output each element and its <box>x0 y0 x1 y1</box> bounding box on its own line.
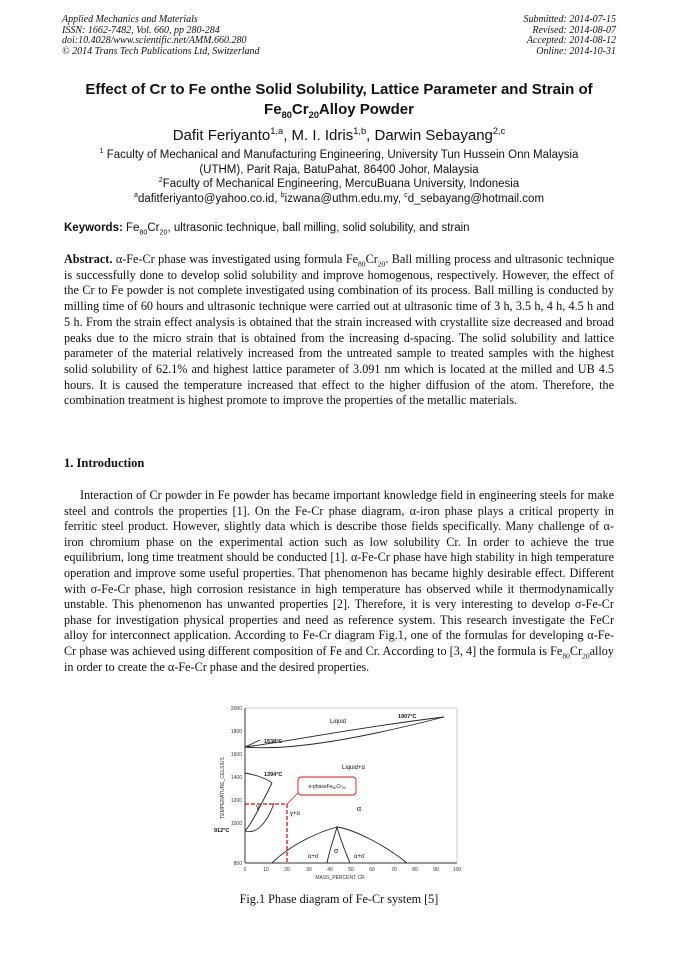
email-b[interactable]: izwana@uthm.edu.my, <box>284 192 405 205</box>
label-1394c: 1394°C <box>264 772 283 778</box>
keywords <box>64 221 614 235</box>
introduction-paragraph <box>64 488 614 675</box>
abstract-text-3: . Ball milling process and ultrasonic technique is successfully done to develop solid solubility and improve homogenous, respectively. However, the effect of the Cr to Fe powder is not complete investigated using combination of its process. Ball milling is conducted by milling time of 60 hours and ultrasonic technique were carried out at ultrasonic time of 3 h, 3.5 h, 4 h, 4.5 h and 5 h. From the strain effect analysis is obtained that the strain increased with crystallite size decreased and broad peaks due to the micro strain that is obtained from the increasing d-spacing. The solid solubility and lattice parameter of the material relatively increased from the untreated sample to treated samples with the highest solid solubility of 62.1% and highest lattice parameter of 3.091 nm which is located at the milled and UB 4.5 hours. It is caused the temperature increased that effect to the higher diffusion of the atom. Therefore, the combination treatment is highest promote to improve the properties of the metallic materials. <box>64 252 615 408</box>
keyword-fe: Fe <box>126 222 140 234</box>
sigma-phase-region <box>327 827 350 863</box>
date-online: Online: 2014-10-31 <box>536 45 616 57</box>
label-liquid: Liquid <box>330 719 347 725</box>
intro-text-2: Cr <box>569 643 583 658</box>
callout-sub-1: 80 <box>332 786 337 790</box>
journal-doi[interactable]: doi:10.4028/www.scientific.net/AMM.660.280 <box>62 35 247 47</box>
affiliation-1-sup: 1 <box>99 147 104 156</box>
x-tick-label: 0 <box>243 867 247 873</box>
author-sup: 1,b <box>353 126 367 136</box>
intro-text-1: Interaction of Cr powder in Fe powder has became important knowledge field in engineering steels for make steel and controls the properties [1]. On the Fe-Cr phase diagram, α-iron phase plays a critical property in ferritic steel product. However, slightly data which is describe those fields specifically. Many challenge of α-iron chromium phase on the experimental action such as low solubility Cr. In order to achieve the true equilibrium, long time treatment should be conducted [1]. α-Fe-Cr phase have high stability in high temperature operation and improve some useful properties. That phenomenon has became highly desirable effect. Different with σ-Fe-Cr phase, high corrosion resistance in high temperature has observed while it thermodynamically unstable. This phenomenon has unwanted properties [2]. Therefore, it is very interesting to develop σ-Fe-Cr phase for investigation physical properties and need as reference system. This research investigate the FeCr alloy for interconnect application. According to Fe-Cr diagram Fig.1, one of the formulas for developing α-Fe-Cr phase was achieved using different composition of Fe and Cr. According to [3, 4] the formula is Fe <box>64 488 614 658</box>
email-b-sup: b <box>280 190 285 199</box>
author-sup: 2,c <box>492 126 506 136</box>
author-sup: 1,a <box>270 126 284 136</box>
intro-sub-1: 80 <box>562 651 570 661</box>
title-line-1: Effect of Cr to Fe onthe Solid Solubility, Lattice Parameter and Strain of <box>85 81 593 98</box>
label-gamma: γ <box>256 804 260 811</box>
label-liquid-alpha: Liquid+α <box>342 765 365 771</box>
author-list: Dafit Feriyanto$^{1,a}$, M. I. Idris$^{1,b}$, Darwin Sebayang$^{2,c}$ <box>172 126 506 144</box>
intro-sub-2: 20 <box>582 651 590 661</box>
author-name: Darwin Sebayang <box>374 127 493 144</box>
author-name: Dafit Feriyanto <box>172 127 271 144</box>
author-emails <box>40 192 638 207</box>
title-fe-sub: 80 <box>281 110 292 120</box>
x-tick-label: 40 <box>327 867 333 873</box>
email-c-sup: c <box>404 190 408 199</box>
affiliations <box>40 148 638 206</box>
figure-caption: Fig.1 Phase diagram of Fe-Cr system [5] <box>239 892 439 906</box>
journal-header <box>62 15 260 57</box>
fe-cr-phase-diagram <box>212 703 468 883</box>
y-tick-label: 1000 <box>230 821 242 827</box>
x-tick-label: 100 <box>452 867 462 873</box>
keywords-rest: , ultrasonic technique, ball milling, solid solubility, and strain <box>167 222 470 234</box>
dates-header <box>524 15 617 57</box>
callout-cr: Cr <box>336 784 342 790</box>
abstract-label: Abstract. <box>64 252 113 266</box>
email-a[interactable]: dafitferiyanto@yahoo.co.id, <box>137 192 281 205</box>
label-912c: 912°C <box>214 828 230 834</box>
affiliation-1 <box>40 148 638 163</box>
email-c[interactable]: d_sebayang@hotmail.com <box>407 192 545 205</box>
date-revised: Revised: 2014-08-07 <box>532 24 616 36</box>
x-tick-label: 20 <box>284 867 290 873</box>
callout-label <box>308 784 345 790</box>
title-fe: Fe <box>264 101 282 118</box>
paper-title <box>50 80 628 120</box>
y-axis-label: TEMPERATURE_CELSIUS <box>220 757 226 819</box>
callout-sub-2: 20 <box>341 786 346 790</box>
x-tick-label: 50 <box>348 867 354 873</box>
abstract-sub-1: 80 <box>358 259 366 269</box>
affiliation-2 <box>40 177 638 192</box>
abstract <box>64 252 614 409</box>
keyword-cr-sub: 20 <box>159 228 168 237</box>
affiliation-2-sup: 2 <box>158 176 163 185</box>
keyword-fe-sub: 80 <box>139 228 148 237</box>
x-tick-label: 10 <box>263 867 269 873</box>
affiliation-1-line-1: Faculty of Mechanical and Manufacturing Engineering, University Tun Hussein Onn Malaysia <box>106 149 579 161</box>
alloy-markers <box>245 804 287 863</box>
keyword-cr: Cr <box>147 222 160 234</box>
y-tick-label: 1600 <box>230 752 242 758</box>
x-axis-label: MASS_PERCENT CR <box>315 875 365 881</box>
y-tick-label: 800 <box>233 861 242 867</box>
sigma-dome <box>272 827 407 863</box>
y-tick-label: 1400 <box>230 775 242 781</box>
x-axis-ticks <box>244 867 462 873</box>
author-name: M. I. Idris <box>291 127 354 144</box>
journal-issn: ISSN: 1662-7482, Vol. 660, pp 280-284 <box>62 24 220 36</box>
label-sigma: σ <box>334 848 339 855</box>
date-accepted: Accepted: 2014-08-12 <box>526 35 616 47</box>
callout-text: α-phaseFe <box>308 784 333 790</box>
y-tick-label: 1200 <box>230 798 242 804</box>
title-cr: Cr <box>291 101 309 118</box>
email-a-sup: a <box>133 190 138 199</box>
label-1538c: 1538°C <box>264 739 283 745</box>
y-axis-ticks <box>231 706 242 867</box>
intro-text-3: alloy in order to create the α-Fe-Cr phase and the desired properties. <box>64 643 614 674</box>
label-alpha-sigma-right: α+σ <box>354 854 365 860</box>
label-alpha-sigma-left: α+σ <box>308 854 319 860</box>
abstract-text-1: α-Fe-Cr phase was investigated using formula Fe <box>112 252 359 266</box>
keywords-label: Keywords: <box>64 222 123 234</box>
x-tick-label: 90 <box>433 867 439 873</box>
abstract-text-2: Cr <box>365 252 378 266</box>
x-tick-label: 80 <box>412 867 418 873</box>
section-heading-introduction: 1. Introduction <box>64 456 145 470</box>
affiliation-1-line-2: (UTHM), Parit Raja, BatuPahat, 86400 Johor, Malaysia <box>199 163 479 176</box>
title-rest: Alloy Powder <box>318 101 414 118</box>
date-submitted: Submitted: 2014-07-15 <box>523 14 616 25</box>
y-tick-label: 2000 <box>230 706 242 712</box>
affiliation-2-line: Faculty of Mechanical Engineering, MercuBuana University, Indonesia <box>162 178 520 190</box>
label-alpha: α <box>357 806 362 813</box>
x-tick-label: 30 <box>306 867 312 873</box>
title-cr-sub: 20 <box>308 110 319 120</box>
journal-name: Applied Mechanics and Materials <box>62 14 198 25</box>
x-tick-label: 60 <box>369 867 375 873</box>
journal-copyright: © 2014 Trans Tech Publications Ltd, Switzerland <box>62 45 260 57</box>
title-line-2 <box>50 100 628 120</box>
abstract-sub-2: 20 <box>377 259 386 269</box>
y-tick-label: 1800 <box>230 729 242 735</box>
x-tick-label: 70 <box>391 867 397 873</box>
label-gamma-alpha: γ+α <box>290 811 300 817</box>
label-1907c: 1907°C <box>398 714 417 720</box>
